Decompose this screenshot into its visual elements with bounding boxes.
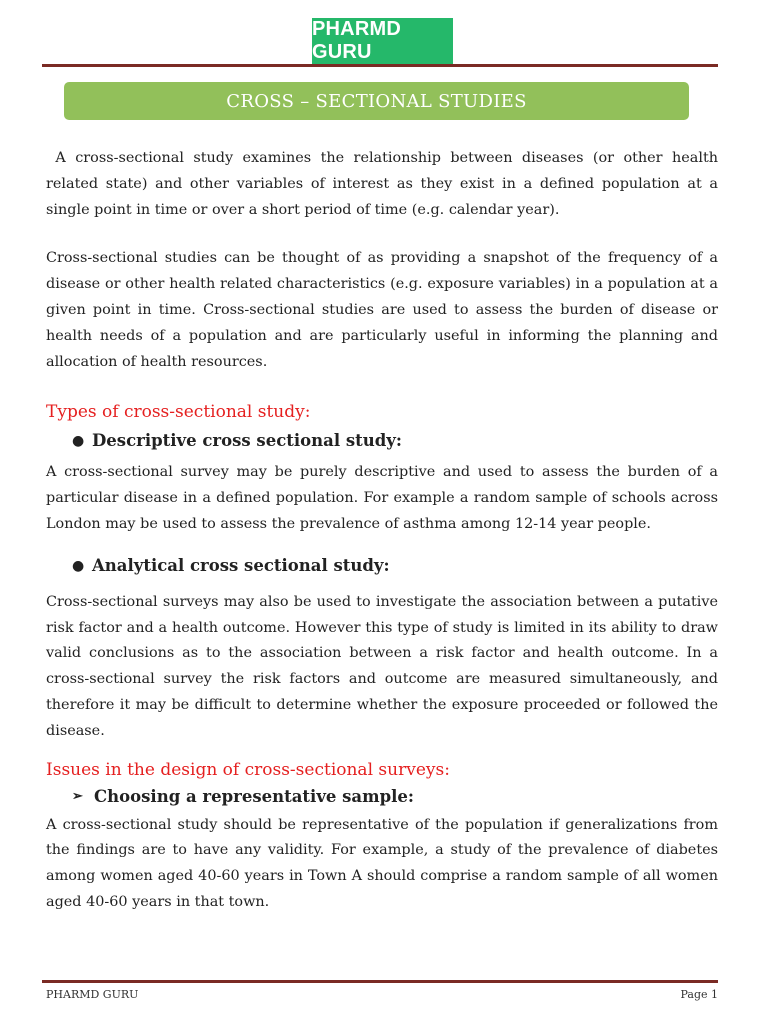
descriptive-paragraph: A cross-sectional survey may be purely descriptive and used to assess the burden of a particular disease in a defined population. For example a random sample of schools across London may be used to assess the prevalence of asthma among 12-14 year people. xyxy=(46,464,718,532)
intro-paragraph: A cross-sectional study examines the relationship between diseases (or other health related state) and other variables of interest as they exist in a defined population at a single point in time or over a short period of time (e.g. calendar year). xyxy=(46,150,723,218)
arrow-bullet-icon: ➢ xyxy=(72,788,83,804)
descriptive-bullet xyxy=(72,428,718,454)
sample-label: Choosing a representative sample: xyxy=(94,786,414,806)
sample-bullet xyxy=(72,784,718,810)
footer-divider xyxy=(42,980,718,983)
header-divider xyxy=(42,64,718,67)
analytical-bullet xyxy=(72,553,718,579)
types-heading: Types of cross-sectional study: xyxy=(46,402,311,423)
analytical-label: Analytical cross sectional study: xyxy=(92,555,390,575)
issues-heading: Issues in the design of cross-sectional surveys: xyxy=(46,759,450,780)
page-number: Page 1 xyxy=(680,988,718,1001)
title-banner xyxy=(64,82,689,120)
document-body xyxy=(46,146,723,916)
descriptive-label: Descriptive cross sectional study: xyxy=(92,431,402,451)
bullet-icon: ● xyxy=(72,557,85,574)
sample-paragraph: A cross-sectional study should be representative of the population if generalizations from the findings are to have any validity. For example, a study of the prevalence of diabetes among women aged 40-60 years in Town A should comprise a random sample of all women aged 40-60 years in that town. xyxy=(46,816,718,910)
page-title: CROSS – SECTIONAL STUDIES xyxy=(226,90,527,112)
analytical-paragraph: Cross-sectional surveys may also be used to investigate the association between a putative risk factor and a health outcome. However this type of study is limited in its ability to draw valid conclusions as to the association between a risk factor and health outcome. In a cross-sectional survey the risk factors and outcome are measured simultaneously, and therefore it may be difficult to determine whether the exposure proceeded or followed the disease. xyxy=(46,593,718,739)
footer-left: PHARMD GURU xyxy=(46,988,139,1001)
logo: PHARMD GURU xyxy=(312,18,453,64)
bullet-icon: ● xyxy=(72,433,85,450)
snapshot-paragraph: Cross-sectional studies can be thought of as providing a snapshot of the frequency of a disease or other health related characteristics (e.g. exposure variables) in a population at a given point in time. Cross-sectional studies are used to assess the burden of disease or health needs of a population and are particularly useful in informing the planning and allocation of health resources. xyxy=(46,250,718,370)
